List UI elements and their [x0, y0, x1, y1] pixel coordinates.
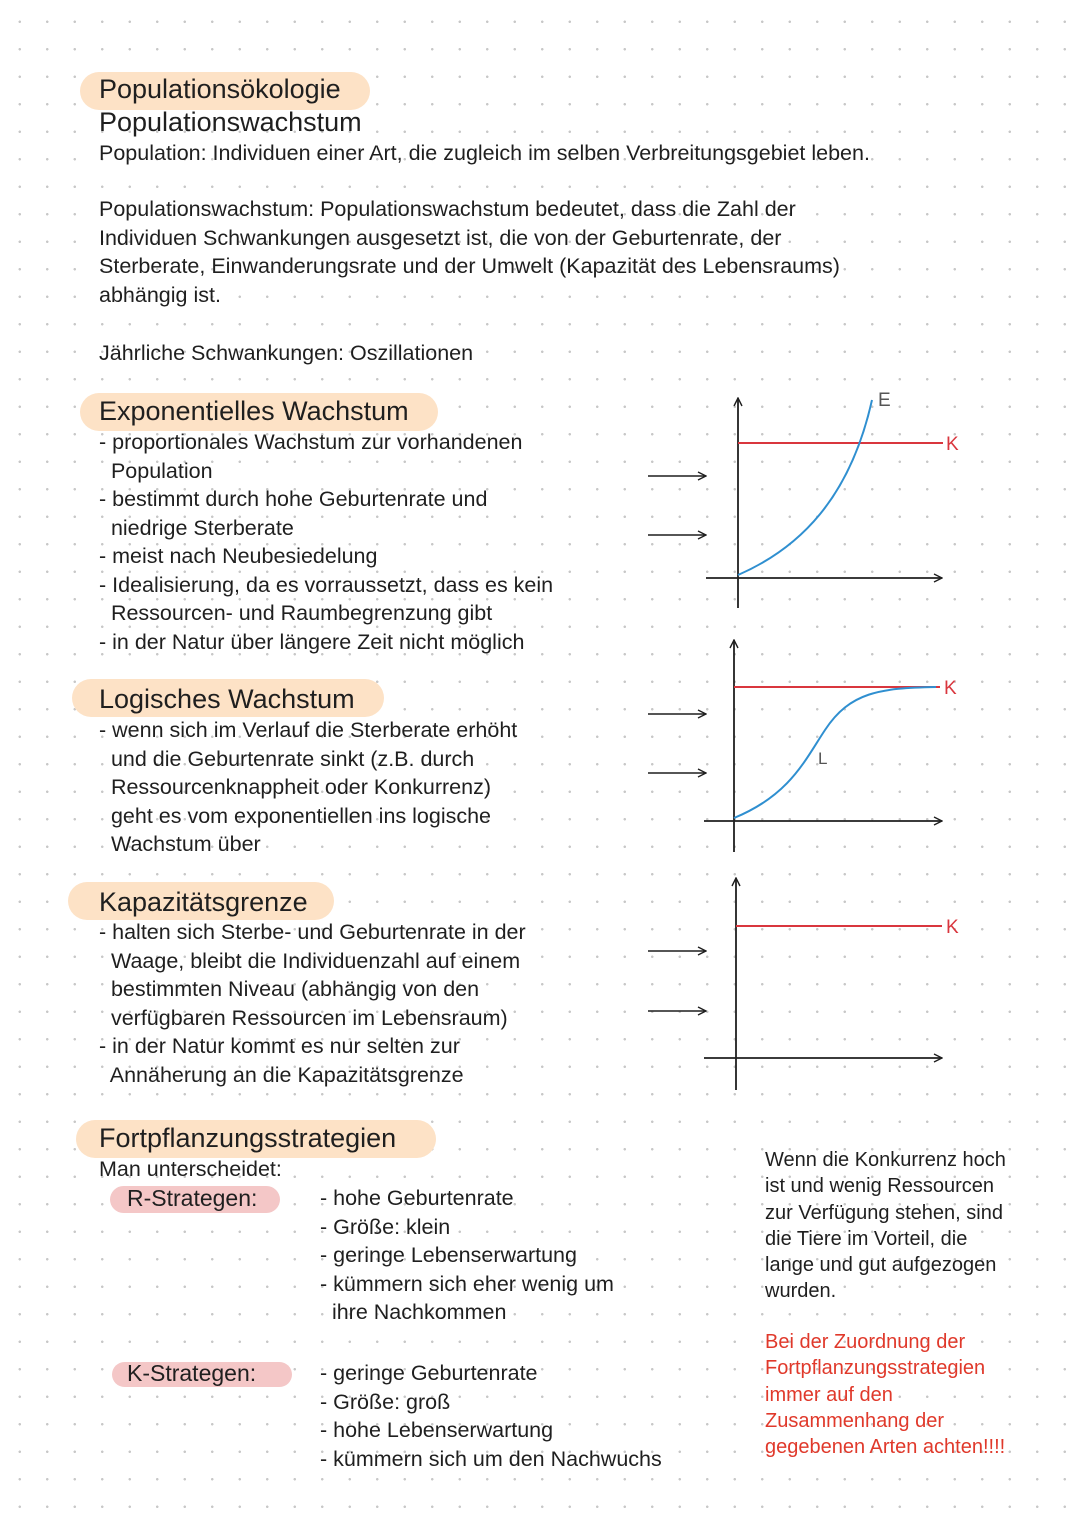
competition-note: [765, 1147, 1006, 1305]
text-line: Populationswachstum: Populationswachstum bedeutet, dass die Zahl der: [99, 197, 796, 221]
k-label: K: [946, 434, 959, 455]
text-line: Population: [99, 458, 213, 483]
text-line: - proportionales Wachstum zur vorhandenen: [99, 430, 523, 454]
text-line: die Tiere im Vorteil, die: [765, 1227, 968, 1250]
text-line: - meist nach Neubesiedelung: [99, 544, 378, 568]
reproduction-intro: Man unterscheidet:: [99, 1157, 282, 1181]
capacity-graph: [648, 878, 959, 1090]
k-strategist-traits: [320, 1359, 662, 1473]
warning-note: [765, 1329, 1005, 1460]
text-line: - hohe Lebenserwartung: [320, 1418, 554, 1442]
text-line: Fortpflanzungsstrategien: [765, 1357, 986, 1380]
text-line: Ressourcen- und Raumbegrenzung gibt: [99, 601, 493, 625]
page-title: Populationsökologie: [99, 74, 341, 104]
text-line: Individuen Schwankungen ausgesetzt ist, die von der Geburtenrate, der: [99, 225, 782, 250]
exponential-curve: [738, 400, 872, 575]
page-subtitle: Populationswachstum: [99, 107, 362, 137]
text-line: - in der Natur über längere Zeit nicht möglich: [99, 629, 525, 654]
text-line: Wenn die Konkurrenz hoch: [765, 1149, 1006, 1171]
text-line: Bei der Zuordnung der: [765, 1331, 966, 1353]
text-line: - hohe Geburtenrate: [320, 1186, 514, 1210]
section-title-capacity: Kapazitätsgrenze: [99, 887, 308, 917]
text-line: - Größe: klein: [320, 1214, 451, 1239]
text-line: und die Geburtenrate sinkt (z.B. durch: [99, 746, 475, 771]
text-line: Zusammenhang der: [765, 1409, 944, 1432]
k-label: K: [944, 678, 957, 699]
section-title-exponential: Exponentielles Wachstum: [99, 396, 409, 426]
oscillation-note: Jährliche Schwankungen: Oszillationen: [99, 341, 474, 365]
text-line: zur Verfügung stehen, sind: [765, 1201, 1003, 1224]
text-line: ihre Nachkommen: [320, 1300, 507, 1324]
text-line: verfügbaren Ressourcen im Lebensraum): [99, 1005, 508, 1030]
text-line: wurden.: [765, 1280, 837, 1303]
text-line: geht es vom exponentiellen ins logische: [99, 803, 492, 828]
text-line: niedrige Sterberate: [99, 515, 294, 540]
text-line: - kümmern sich eher wenig um: [320, 1271, 614, 1296]
r-strategist-traits: [320, 1184, 614, 1327]
population-definition: Population: Individuen einer Art, die zugleich im selben Verbreitungsgebiet leben.: [99, 141, 870, 165]
section-title-reproduction: Fortpflanzungsstrategien: [99, 1123, 397, 1153]
text-line: abhängig ist.: [99, 282, 221, 307]
text-line: - halten sich Sterbe- und Geburtenrate in der: [99, 920, 526, 944]
text-line: Ressourcenknappheit oder Konkurrenz): [99, 775, 491, 799]
text-line: bestimmten Niveau (abhängig von den: [99, 977, 480, 1001]
text-line: - wenn sich im Verlauf die Sterberate erhöht: [99, 718, 518, 742]
l-label: L: [818, 749, 828, 768]
text-line: Waage, bleibt die Individuenzahl auf einem: [99, 948, 521, 973]
text-line: - geringe Geburtenrate: [320, 1361, 538, 1385]
text-line: - bestimmt durch hohe Geburtenrate und: [99, 487, 488, 511]
section-title-logistic: Logisches Wachstum: [99, 684, 355, 714]
logistic-graph: [648, 640, 957, 852]
text-line: Wachstum über: [99, 832, 261, 856]
text-line: ist und wenig Ressourcen: [765, 1175, 995, 1198]
exponential-graph: [648, 390, 959, 608]
text-line: - in der Natur kommt es nur selten zur: [99, 1034, 460, 1058]
text-line: - Idealisierung, da es vorraussetzt, dass es kein: [99, 572, 554, 597]
text-line: - kümmern sich um den Nachwuchs: [320, 1446, 662, 1471]
text-line: gegebenen Arten achten!!!!: [765, 1436, 1006, 1459]
k-strategist-label: K-Strategen:: [127, 1360, 257, 1386]
e-label: E: [878, 390, 891, 411]
text-line: lange und gut aufgezogen: [765, 1254, 997, 1277]
k-label: K: [946, 917, 959, 938]
logistic-curve: [734, 687, 936, 818]
text-line: - geringe Lebenserwartung: [320, 1243, 577, 1267]
text-line: Sterberate, Einwanderungsrate und der Umwelt (Kapazität des Lebensraums): [99, 254, 840, 278]
text-line: immer auf den: [765, 1383, 893, 1406]
text-line: - Größe: groß: [320, 1389, 451, 1414]
r-strategist-label: R-Strategen:: [127, 1185, 258, 1211]
text-line: Annäherung an die Kapazitätsgrenze: [99, 1062, 464, 1087]
